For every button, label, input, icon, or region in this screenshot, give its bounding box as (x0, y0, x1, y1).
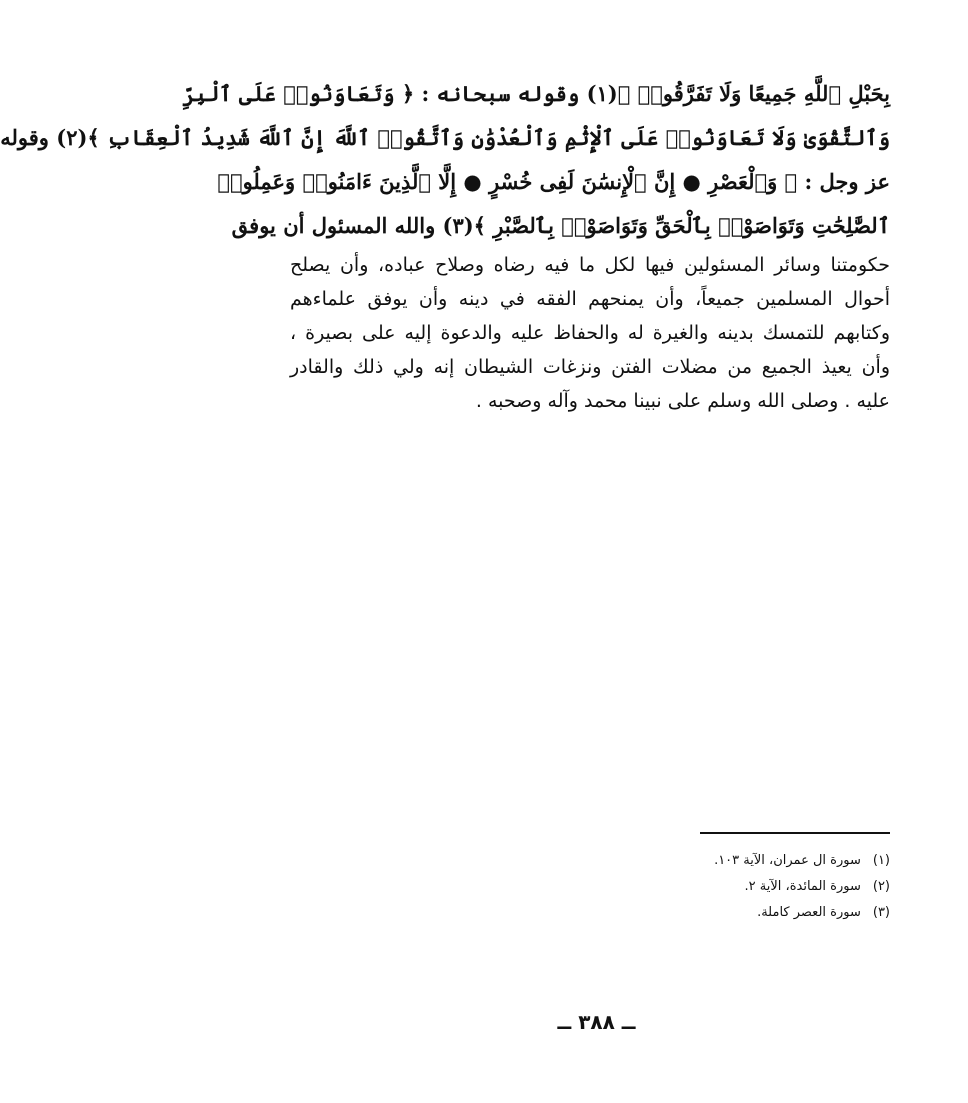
footnote-1 (590, 848, 890, 874)
footnote-number: (١) (872, 853, 890, 868)
footnote-divider (700, 832, 890, 834)
text-line-3: عز وجل : ﴿ وَٱلْعَصْرِ ● إِنَّ ٱلْإِنسَٰنَ لَفِى خُسْرٍ ● إِلَّا ٱلَّذِينَ ءَامَنُوا۟ وَعَمِلُوا۟ (217, 169, 890, 194)
text-line-5: حكومتنا وسائر المسئولين فيها لكل ما فيه رضاه وصلاح عباده، وأن يصلح (290, 254, 890, 276)
text-line-7: وكتابهم للتمسك بدينه والغيرة له والحفاظ عليه والدعوة إليه على بصيرة ، (290, 322, 890, 344)
footnote-text: سورة ال عمران، الآية ١٠٣. (714, 853, 861, 868)
text-line-9: عليه . وصلى الله وسلم على نبينا محمد وآله وصحبه . (475, 390, 890, 412)
footnote-2 (590, 874, 890, 900)
text-line-2: وَٱلتَّقْوَىٰ وَلَا تَعَاوَنُوا۟ عَلَى ٱلْإِثْمِ وَٱلْعُدْوَٰنِ وَٱتَّقُوا۟ ٱللَّهَ إِنَّ ٱللَّهَ شَدِيدُ ٱلْعِقَابِ ﴾(٢) وقوله (0, 125, 890, 150)
text-line-8: وأن يعيذ الجميع من مضلات الفتن ونزغات الشيطان إنه ولي ذلك والقادر (290, 356, 890, 378)
text-line-1: بِحَبْلِ ٱللَّهِ جَمِيعًا وَلَا تَفَرَّقُوا۟ ﴾(١) وقوله سبحانه : ﴿ وَتَعَاوَنُوا۟ عَلَى ٱلْبِرِّ (182, 81, 890, 106)
footnote-number: (٢) (872, 879, 890, 894)
page-number: ــ ٣٨٨ ــ (557, 1010, 636, 1034)
footnote-text: سورة العصر كاملة. (757, 905, 861, 920)
footnote-text: سورة المائدة، الآية ٢. (744, 879, 861, 894)
footnote-number: (٣) (872, 905, 890, 920)
footnotes (590, 848, 890, 926)
footnote-3 (590, 900, 890, 926)
text-line-4: ٱلصَّٰلِحَٰتِ وَتَوَاصَوْا۟ بِٱلْحَقِّ وَتَوَاصَوْا۟ بِٱلصَّبْرِ ﴾(٣) والله المسئول أن يوفق (231, 213, 890, 238)
text-line-6: أحوال المسلمين جميعاً، وأن يمنحهم الفقه في دينه وأن يوفق علماءهم (290, 288, 890, 310)
main-text (0, 72, 890, 418)
